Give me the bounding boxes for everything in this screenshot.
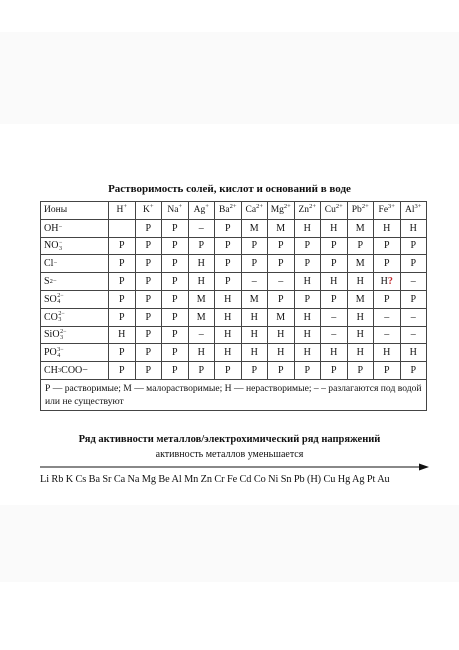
solubility-cell: Н [321, 344, 348, 362]
solubility-cell: Р [321, 237, 348, 255]
solubility-cell: Н [374, 344, 401, 362]
table-row [41, 362, 427, 380]
anion-label: NO − 3 [41, 237, 109, 255]
solubility-cell: Р [162, 326, 189, 344]
solubility-cell: Р [374, 237, 401, 255]
solubility-cell: Р [135, 219, 162, 237]
solubility-cell: Р [162, 237, 189, 255]
metal-activity-series: Li Rb K Cs Ba Sr Ca Na Mg Be Al Mn Zn Cr Fe Cd Co Ni Sn Pb (H) Cu Hg Ag Pt Au [40, 474, 390, 485]
solubility-cell: Н [188, 273, 215, 291]
solubility-cell: – [374, 308, 401, 326]
anion-label: SiO 2− 3 [41, 326, 109, 344]
cation-header: Ag+ [188, 202, 215, 220]
solubility-cell: Р [294, 255, 321, 273]
solubility-cell: Р [400, 237, 427, 255]
solubility-table [40, 201, 427, 411]
solubility-cell: Р [268, 237, 295, 255]
cation-header: H+ [109, 202, 136, 220]
solubility-cell: Н [215, 326, 242, 344]
solubility-cell: Р [135, 290, 162, 308]
solubility-cell: Р [400, 362, 427, 380]
cation-header: K+ [135, 202, 162, 220]
solubility-cell [109, 219, 136, 237]
solubility-cell: Н [400, 219, 427, 237]
cation-header: $Fe^{3+}$ [374, 202, 401, 220]
solubility-cell: М [347, 255, 374, 273]
solubility-cell: Н [188, 344, 215, 362]
solubility-cell: Р [294, 290, 321, 308]
solubility-cell: Н [268, 326, 295, 344]
solubility-cell: Н [109, 326, 136, 344]
solubility-cell: – [400, 308, 427, 326]
solubility-cell: М [188, 308, 215, 326]
solubility-cell: – [188, 326, 215, 344]
solubility-cell: Р [321, 362, 348, 380]
solubility-cell: – [321, 326, 348, 344]
solubility-cell: Н [347, 308, 374, 326]
solubility-cell: Н [347, 273, 374, 291]
solubility-cell: Р [109, 255, 136, 273]
table-row [41, 273, 427, 291]
activity-series-subtitle: активность металлов уменьшается [155, 449, 304, 460]
solubility-cell: Р [135, 326, 162, 344]
solubility-cell: М [268, 219, 295, 237]
solubility-cell: Н [294, 308, 321, 326]
solubility-cell: Н [400, 344, 427, 362]
solubility-cell: Р [215, 237, 242, 255]
solubility-cell: Н [294, 344, 321, 362]
solubility-cell: Н [294, 219, 321, 237]
solubility-cell: Р [135, 308, 162, 326]
solubility-cell: Р [215, 219, 242, 237]
solubility-cell: Р [241, 237, 268, 255]
table-row [41, 308, 427, 326]
solubility-cell: Р [109, 273, 136, 291]
solubility-cell: Н [215, 290, 242, 308]
anion-label: PO 3− 4 [41, 344, 109, 362]
solubility-cell: Н [241, 344, 268, 362]
solubility-cell: Р [135, 273, 162, 291]
solubility-cell: Р [374, 362, 401, 380]
table-row [41, 344, 427, 362]
solubility-cell: Н [347, 326, 374, 344]
ions-header: Ионы [41, 202, 109, 220]
solubility-cell: Н [321, 219, 348, 237]
solubility-cell: Р [374, 290, 401, 308]
solubility-cell: Р [109, 308, 136, 326]
table-row [41, 237, 427, 255]
table-row [41, 255, 427, 273]
table-header-row [41, 202, 427, 220]
solubility-cell: Р [400, 255, 427, 273]
solubility-cell: Р [215, 362, 242, 380]
legend-row [41, 379, 427, 410]
solubility-cell: Р [268, 255, 295, 273]
solubility-cell: М [347, 219, 374, 237]
right-arrow-icon [40, 463, 429, 471]
solubility-cell: Н? [374, 273, 401, 291]
solubility-cell: Р [347, 362, 374, 380]
solubility-cell: Р [188, 237, 215, 255]
solubility-cell: Р [162, 273, 189, 291]
solubility-cell: Р [241, 362, 268, 380]
cation-header: $Ca^{2+}$ [241, 202, 268, 220]
solubility-cell: Р [162, 219, 189, 237]
solubility-cell: – [241, 273, 268, 291]
bottom-gray-band [0, 505, 459, 582]
solubility-cell: Н [321, 273, 348, 291]
solubility-cell: – [321, 308, 348, 326]
solubility-cell: Р [321, 290, 348, 308]
solubility-cell: Р [294, 237, 321, 255]
table-row [41, 219, 427, 237]
solubility-cell: Р [109, 362, 136, 380]
solubility-cell: Р [294, 362, 321, 380]
solubility-cell: Р [268, 290, 295, 308]
solubility-cell: Р [400, 290, 427, 308]
cation-header: $Al^{3+}$ [400, 202, 427, 220]
solubility-cell: Н [215, 308, 242, 326]
cation-header: $Mg^{2+}$ [268, 202, 295, 220]
activity-series-title: Ряд активности металлов/электрохимический ряд напряжений [78, 434, 381, 445]
solubility-cell: Р [162, 290, 189, 308]
solubility-cell: Р [162, 255, 189, 273]
solubility-cell: – [268, 273, 295, 291]
solubility-cell: Р [268, 362, 295, 380]
solubility-cell: Н [188, 255, 215, 273]
solubility-cell: Р [347, 237, 374, 255]
legend-text: Р — растворимые; М — малорастворимые; Н — нерастворимые; – – разлагаются под водой или не существуют [41, 379, 427, 410]
solubility-cell: – [374, 326, 401, 344]
solubility-cell: Н [347, 344, 374, 362]
solubility-cell: Р [135, 255, 162, 273]
solubility-cell: М [188, 290, 215, 308]
cation-header: Na+ [162, 202, 189, 220]
cation-header: $Pb^{2+}$ [347, 202, 374, 220]
solubility-cell: Р [109, 237, 136, 255]
solubility-cell: Р [135, 237, 162, 255]
solubility-cell: Р [135, 344, 162, 362]
solubility-cell: М [241, 290, 268, 308]
solubility-cell: Р [215, 255, 242, 273]
anion-label: Cl − [41, 255, 109, 273]
solubility-cell: Н [294, 273, 321, 291]
solubility-cell: Р [215, 273, 242, 291]
solubility-cell: Р [162, 344, 189, 362]
anion-label: OH − [41, 219, 109, 237]
solubility-cell: М [347, 290, 374, 308]
cation-header: $Zn^{2+}$ [294, 202, 321, 220]
table-row [41, 290, 427, 308]
solubility-cell: Р [374, 255, 401, 273]
table-title: Растворимость солей, кислот и оснований в воде [108, 183, 351, 195]
solubility-cell: Н [294, 326, 321, 344]
solubility-cell: М [241, 219, 268, 237]
solubility-cell: Р [135, 362, 162, 380]
anion-label: CH 3 COO− [41, 362, 109, 380]
solubility-cell: Н [241, 308, 268, 326]
solubility-cell: Н [215, 344, 242, 362]
solubility-cell: М [268, 308, 295, 326]
solubility-cell: – [400, 326, 427, 344]
solubility-cell: Р [321, 255, 348, 273]
solubility-cell: Р [109, 290, 136, 308]
solubility-cell: Р [188, 362, 215, 380]
solubility-cell: Р [109, 344, 136, 362]
solubility-cell: Н [268, 344, 295, 362]
cation-header: $Ba^{2+}$ [215, 202, 242, 220]
solubility-cell: – [188, 219, 215, 237]
solubility-cell: Р [162, 308, 189, 326]
solubility-cell: Н [241, 326, 268, 344]
solubility-cell: Н [374, 219, 401, 237]
cation-header: $Cu^{2+}$ [321, 202, 348, 220]
table-row [41, 326, 427, 344]
top-gray-band [0, 32, 459, 124]
anion-label: SO 2− 4 [41, 290, 109, 308]
solubility-cell: Р [241, 255, 268, 273]
anion-label: S 2− [41, 273, 109, 291]
solubility-cell: – [400, 273, 427, 291]
solubility-cell: Р [162, 362, 189, 380]
anion-label: CO 2− 3 [41, 308, 109, 326]
